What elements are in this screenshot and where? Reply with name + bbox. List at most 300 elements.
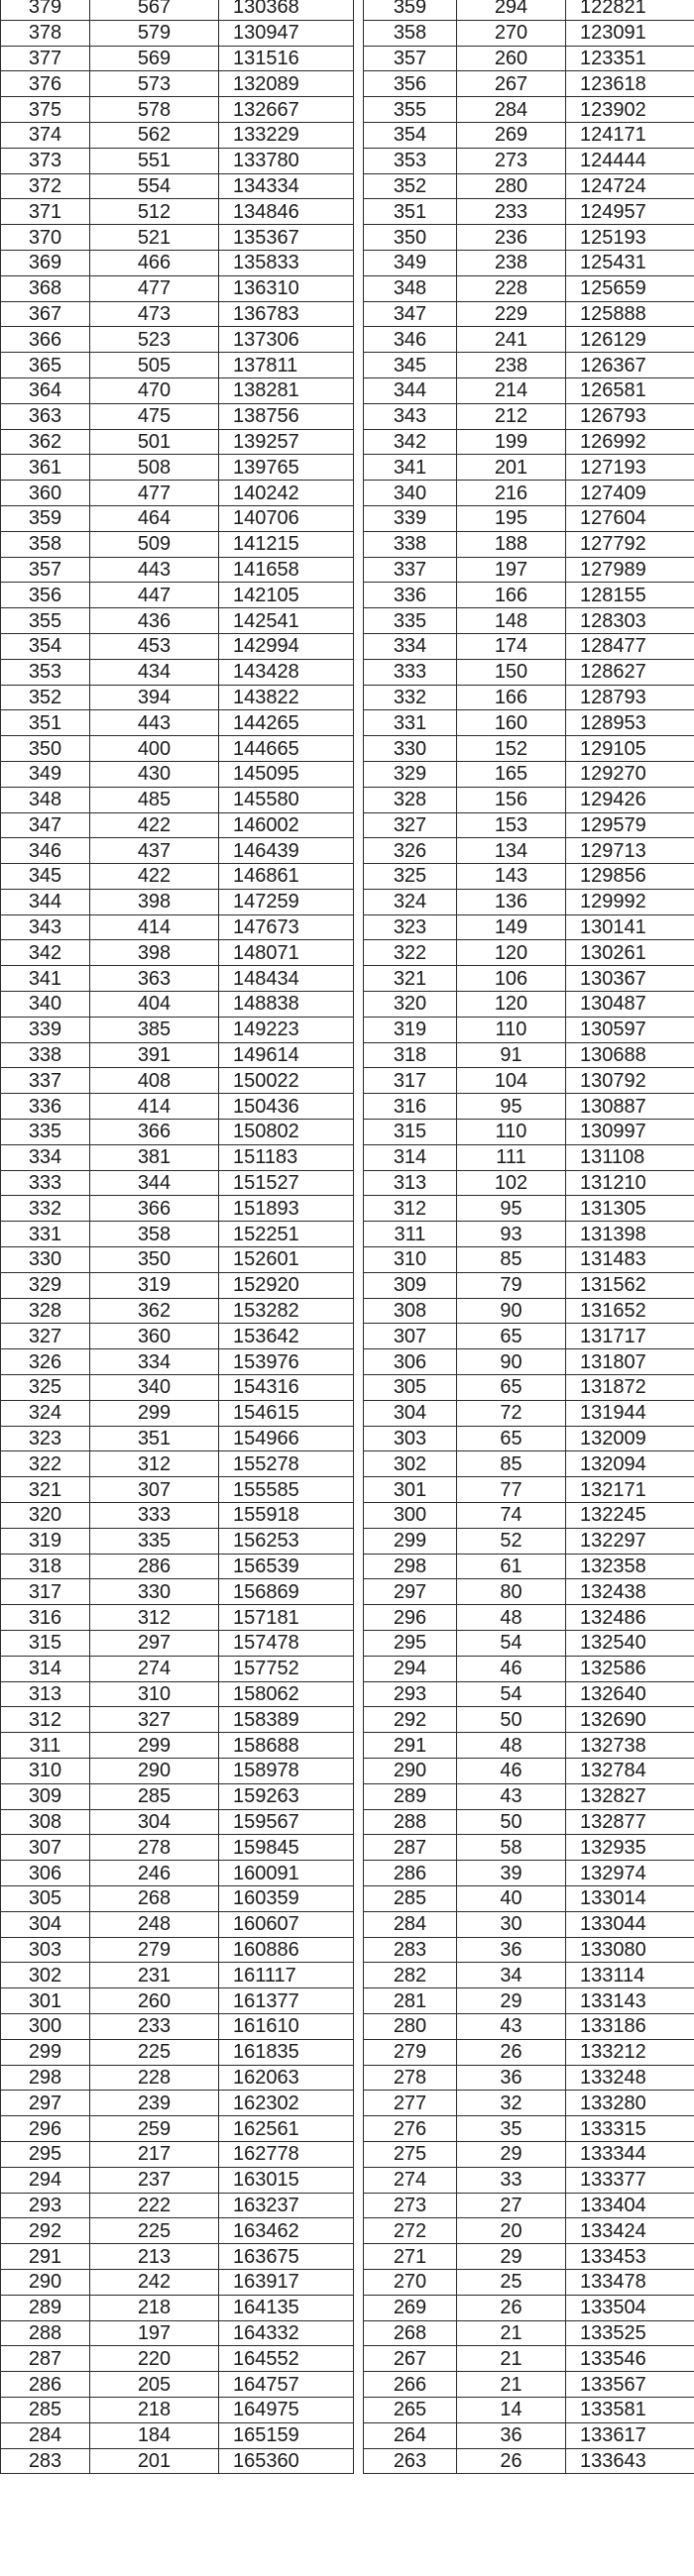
count-cell: 46 xyxy=(457,1656,566,1681)
table-row xyxy=(1,199,354,225)
score-cell: 325 xyxy=(1,1375,90,1401)
cumulative-cell: 162302 xyxy=(219,2091,354,2116)
count-cell: 197 xyxy=(90,2320,219,2346)
count-cell: 29 xyxy=(457,2141,566,2167)
table-row xyxy=(1,1733,354,1759)
score-cell: 364 xyxy=(1,377,90,403)
cumulative-cell: 129992 xyxy=(566,889,694,914)
count-cell: 160 xyxy=(457,710,566,736)
cumulative-cell: 129856 xyxy=(566,864,694,890)
cumulative-cell: 151183 xyxy=(219,1144,354,1170)
table-row xyxy=(1,2244,354,2270)
cumulative-cell: 129270 xyxy=(566,761,694,787)
score-cell: 367 xyxy=(1,301,90,327)
cumulative-cell: 127792 xyxy=(566,531,694,557)
score-cell: 356 xyxy=(364,71,457,97)
count-cell: 228 xyxy=(90,2065,219,2091)
cumulative-cell: 156253 xyxy=(219,1528,354,1554)
count-cell: 453 xyxy=(90,633,219,659)
cumulative-cell: 131717 xyxy=(566,1324,694,1349)
score-cell: 330 xyxy=(1,1247,90,1273)
count-cell: 238 xyxy=(457,353,566,378)
score-cell: 331 xyxy=(364,710,457,736)
table-row xyxy=(1,2269,354,2295)
cumulative-cell: 132171 xyxy=(566,1477,694,1503)
table-row xyxy=(364,1120,694,1145)
cumulative-cell: 127989 xyxy=(566,557,694,583)
count-cell: 358 xyxy=(90,1222,219,1247)
cumulative-cell: 165360 xyxy=(219,2448,354,2474)
score-cell: 332 xyxy=(364,685,457,710)
cumulative-cell: 126581 xyxy=(566,377,694,403)
count-cell: 46 xyxy=(457,1758,566,1783)
score-cell: 282 xyxy=(364,1963,457,1988)
score-cell: 348 xyxy=(364,275,457,301)
score-cell: 347 xyxy=(364,301,457,327)
table-row xyxy=(1,1835,354,1861)
count-cell: 299 xyxy=(90,1733,219,1759)
count-cell: 470 xyxy=(90,377,219,403)
cumulative-cell: 160886 xyxy=(219,1937,354,1963)
score-cell: 312 xyxy=(1,1707,90,1733)
table-row xyxy=(364,1579,694,1605)
table-row xyxy=(1,1068,354,1094)
cumulative-cell: 132935 xyxy=(566,1835,694,1861)
count-cell: 33 xyxy=(457,2167,566,2193)
score-cell: 306 xyxy=(364,1349,457,1375)
score-cell: 306 xyxy=(1,1861,90,1886)
cumulative-cell: 129579 xyxy=(566,812,694,838)
table-row xyxy=(1,1631,354,1657)
count-cell: 521 xyxy=(90,225,219,251)
count-cell: 414 xyxy=(90,1094,219,1120)
cumulative-cell: 133186 xyxy=(566,2013,694,2039)
score-cell: 331 xyxy=(1,1222,90,1247)
cumulative-cell: 133014 xyxy=(566,1885,694,1911)
table-row xyxy=(364,1809,694,1835)
table-row xyxy=(1,353,354,378)
cumulative-cell: 133044 xyxy=(566,1911,694,1937)
cumulative-cell: 132784 xyxy=(566,1758,694,1783)
table-row xyxy=(364,1963,694,1988)
table-row xyxy=(364,1758,694,1783)
count-cell: 237 xyxy=(90,2167,219,2193)
score-cell: 328 xyxy=(364,787,457,812)
cumulative-cell: 133504 xyxy=(566,2295,694,2320)
count-cell: 562 xyxy=(90,122,219,148)
score-cell: 333 xyxy=(1,1170,90,1196)
table-row xyxy=(1,1324,354,1349)
count-cell: 279 xyxy=(90,1937,219,1963)
count-cell: 260 xyxy=(90,1988,219,2014)
score-cell: 343 xyxy=(364,403,457,429)
count-cell: 48 xyxy=(457,1733,566,1759)
cumulative-cell: 133315 xyxy=(566,2116,694,2142)
table-row xyxy=(364,838,694,864)
cumulative-cell: 152920 xyxy=(219,1272,354,1298)
cumulative-cell: 150436 xyxy=(219,1094,354,1120)
table-row xyxy=(364,1375,694,1401)
count-cell: 222 xyxy=(90,2193,219,2218)
count-cell: 270 xyxy=(457,20,566,46)
count-cell: 241 xyxy=(457,327,566,353)
score-cell: 272 xyxy=(364,2218,457,2244)
score-cell: 361 xyxy=(1,455,90,481)
count-cell: 286 xyxy=(90,1554,219,1579)
table-row xyxy=(364,1988,694,2014)
score-cell: 321 xyxy=(1,1477,90,1503)
cumulative-cell: 133248 xyxy=(566,2065,694,2091)
table-row xyxy=(364,1707,694,1733)
score-cell: 339 xyxy=(364,505,457,531)
cumulative-cell: 164552 xyxy=(219,2346,354,2372)
cumulative-cell: 153282 xyxy=(219,1298,354,1324)
score-cell: 353 xyxy=(1,659,90,685)
score-cell: 347 xyxy=(1,812,90,838)
cumulative-cell: 132094 xyxy=(566,1451,694,1477)
score-cell: 340 xyxy=(1,992,90,1018)
count-cell: 319 xyxy=(90,1272,219,1298)
table-row xyxy=(1,0,354,20)
score-cell: 372 xyxy=(1,173,90,199)
count-cell: 217 xyxy=(90,2141,219,2167)
cumulative-cell: 135833 xyxy=(219,250,354,275)
table-row xyxy=(1,2013,354,2039)
count-cell: 579 xyxy=(90,20,219,46)
cumulative-cell: 159567 xyxy=(219,1809,354,1835)
table-row xyxy=(364,327,694,353)
score-cell: 271 xyxy=(364,2244,457,2270)
table-row xyxy=(364,914,694,940)
count-cell: 166 xyxy=(457,583,566,608)
table-row xyxy=(1,1451,354,1477)
count-cell: 238 xyxy=(457,250,566,275)
score-cell: 356 xyxy=(1,583,90,608)
count-cell: 199 xyxy=(457,429,566,455)
count-cell: 77 xyxy=(457,1477,566,1503)
table-row xyxy=(364,2013,694,2039)
score-cell: 303 xyxy=(364,1426,457,1451)
cumulative-cell: 130947 xyxy=(219,20,354,46)
table-row xyxy=(364,659,694,685)
count-cell: 512 xyxy=(90,199,219,225)
count-cell: 27 xyxy=(457,2193,566,2218)
count-cell: 72 xyxy=(457,1400,566,1426)
table-row xyxy=(364,1631,694,1657)
score-cell: 337 xyxy=(364,557,457,583)
cumulative-cell: 132974 xyxy=(566,1861,694,1886)
table-row xyxy=(1,2320,354,2346)
cumulative-cell: 131108 xyxy=(566,1144,694,1170)
score-cell: 292 xyxy=(364,1707,457,1733)
count-cell: 398 xyxy=(90,889,219,914)
cumulative-cell: 148838 xyxy=(219,992,354,1018)
score-cell: 275 xyxy=(364,2141,457,2167)
count-cell: 477 xyxy=(90,275,219,301)
score-cell: 281 xyxy=(364,1988,457,2014)
cumulative-cell: 151527 xyxy=(219,1170,354,1196)
cumulative-cell: 143428 xyxy=(219,659,354,685)
score-cell: 328 xyxy=(1,1298,90,1324)
score-cell: 316 xyxy=(364,1094,457,1120)
table-row xyxy=(364,2039,694,2065)
count-cell: 335 xyxy=(90,1528,219,1554)
cumulative-cell: 142105 xyxy=(219,583,354,608)
table-row xyxy=(1,1758,354,1783)
cumulative-cell: 133404 xyxy=(566,2193,694,2218)
table-row xyxy=(364,1503,694,1529)
table-row xyxy=(364,2091,694,2116)
score-cell: 295 xyxy=(1,2141,90,2167)
count-cell: 340 xyxy=(90,1375,219,1401)
score-cell: 359 xyxy=(364,0,457,20)
cumulative-cell: 149614 xyxy=(219,1042,354,1068)
count-cell: 523 xyxy=(90,327,219,353)
count-cell: 214 xyxy=(457,377,566,403)
table-row xyxy=(1,1809,354,1835)
score-cell: 263 xyxy=(364,2448,457,2474)
table-row xyxy=(1,2218,354,2244)
table-row xyxy=(1,1861,354,1886)
cumulative-cell: 163675 xyxy=(219,2244,354,2270)
table-row xyxy=(1,2295,354,2320)
cumulative-cell: 126793 xyxy=(566,403,694,429)
cumulative-cell: 146439 xyxy=(219,838,354,864)
table-row xyxy=(364,889,694,914)
table-row xyxy=(1,429,354,455)
score-cell: 293 xyxy=(364,1681,457,1707)
score-cell: 315 xyxy=(1,1631,90,1657)
score-cell: 270 xyxy=(364,2269,457,2295)
table-row xyxy=(1,1042,354,1068)
cumulative-cell: 126129 xyxy=(566,327,694,353)
table-row xyxy=(1,327,354,353)
score-cell: 291 xyxy=(1,2244,90,2270)
table-row xyxy=(364,429,694,455)
score-cell: 363 xyxy=(1,403,90,429)
score-cell: 267 xyxy=(364,2346,457,2372)
cumulative-cell: 132827 xyxy=(566,1783,694,1809)
score-cell: 350 xyxy=(1,736,90,762)
table-row xyxy=(1,659,354,685)
score-cell: 313 xyxy=(364,1170,457,1196)
score-cell: 298 xyxy=(364,1554,457,1579)
table-row xyxy=(364,455,694,481)
cumulative-cell: 133229 xyxy=(219,122,354,148)
score-cell: 273 xyxy=(364,2193,457,2218)
score-cell: 346 xyxy=(1,838,90,864)
score-cell: 370 xyxy=(1,225,90,251)
count-cell: 414 xyxy=(90,914,219,940)
count-cell: 153 xyxy=(457,812,566,838)
cumulative-cell: 136783 xyxy=(219,301,354,327)
count-cell: 360 xyxy=(90,1324,219,1349)
cumulative-cell: 143822 xyxy=(219,685,354,710)
cumulative-cell: 164332 xyxy=(219,2320,354,2346)
table-row xyxy=(1,403,354,429)
table-row xyxy=(364,2141,694,2167)
cumulative-cell: 145580 xyxy=(219,787,354,812)
table-row xyxy=(364,633,694,659)
count-cell: 26 xyxy=(457,2448,566,2474)
count-cell: 220 xyxy=(90,2346,219,2372)
table-row xyxy=(364,97,694,123)
count-cell: 400 xyxy=(90,736,219,762)
score-cell: 352 xyxy=(364,173,457,199)
score-cell: 332 xyxy=(1,1196,90,1222)
cumulative-cell: 122821 xyxy=(566,0,694,20)
table-row xyxy=(1,148,354,173)
count-cell: 36 xyxy=(457,2422,566,2448)
score-cell: 314 xyxy=(1,1656,90,1681)
table-row xyxy=(364,2448,694,2474)
table-row xyxy=(1,2141,354,2167)
table-row xyxy=(364,46,694,71)
score-cell: 338 xyxy=(364,531,457,557)
cumulative-cell: 131483 xyxy=(566,1247,694,1273)
cumulative-cell: 162063 xyxy=(219,2065,354,2091)
cumulative-cell: 139765 xyxy=(219,455,354,481)
table-row xyxy=(364,2320,694,2346)
count-cell: 436 xyxy=(90,608,219,634)
count-cell: 26 xyxy=(457,2295,566,2320)
table-row xyxy=(364,2269,694,2295)
table-row xyxy=(1,2422,354,2448)
score-cell: 357 xyxy=(364,46,457,71)
score-cell: 378 xyxy=(1,20,90,46)
cumulative-cell: 124724 xyxy=(566,173,694,199)
cumulative-cell: 163237 xyxy=(219,2193,354,2218)
table-row xyxy=(1,2065,354,2091)
count-cell: 297 xyxy=(90,1631,219,1657)
cumulative-cell: 147259 xyxy=(219,889,354,914)
count-cell: 466 xyxy=(90,250,219,275)
score-cell: 369 xyxy=(1,250,90,275)
table-row xyxy=(364,1196,694,1222)
table-row xyxy=(1,1503,354,1529)
cumulative-cell: 140706 xyxy=(219,505,354,531)
score-cell: 310 xyxy=(1,1758,90,1783)
table-row xyxy=(1,1298,354,1324)
table-row xyxy=(1,1528,354,1554)
cumulative-cell: 132089 xyxy=(219,71,354,97)
table-row xyxy=(1,1120,354,1145)
count-cell: 195 xyxy=(457,505,566,531)
cumulative-cell: 128627 xyxy=(566,659,694,685)
table-row xyxy=(1,46,354,71)
count-cell: 216 xyxy=(457,481,566,506)
count-cell: 430 xyxy=(90,761,219,787)
table-row xyxy=(1,1783,354,1809)
count-cell: 260 xyxy=(457,46,566,71)
count-cell: 165 xyxy=(457,761,566,787)
table-row xyxy=(364,301,694,327)
cumulative-cell: 127193 xyxy=(566,455,694,481)
table-row xyxy=(364,1835,694,1861)
cumulative-cell: 133643 xyxy=(566,2448,694,2474)
score-cell: 362 xyxy=(1,429,90,455)
table-row xyxy=(1,2167,354,2193)
count-cell: 233 xyxy=(457,199,566,225)
cumulative-cell: 148071 xyxy=(219,940,354,966)
cumulative-cell: 123902 xyxy=(566,97,694,123)
cumulative-cell: 160091 xyxy=(219,1861,354,1886)
cumulative-cell: 154316 xyxy=(219,1375,354,1401)
score-cell: 373 xyxy=(1,148,90,173)
count-cell: 29 xyxy=(457,2244,566,2270)
score-cell: 326 xyxy=(364,838,457,864)
cumulative-cell: 136310 xyxy=(219,275,354,301)
cumulative-cell: 126992 xyxy=(566,429,694,455)
table-row xyxy=(1,736,354,762)
count-cell: 26 xyxy=(457,2039,566,2065)
score-cell: 268 xyxy=(364,2320,457,2346)
cumulative-cell: 155585 xyxy=(219,1477,354,1503)
cumulative-cell: 132358 xyxy=(566,1554,694,1579)
cumulative-cell: 157478 xyxy=(219,1631,354,1657)
cumulative-cell: 163462 xyxy=(219,2218,354,2244)
count-cell: 218 xyxy=(90,2397,219,2422)
score-cell: 337 xyxy=(1,1068,90,1094)
cumulative-cell: 128793 xyxy=(566,685,694,710)
count-cell: 233 xyxy=(90,2013,219,2039)
count-cell: 274 xyxy=(90,1656,219,1681)
table-row xyxy=(1,787,354,812)
count-cell: 505 xyxy=(90,353,219,378)
cumulative-cell: 130261 xyxy=(566,940,694,966)
score-cell: 285 xyxy=(1,2397,90,2422)
count-cell: 366 xyxy=(90,1196,219,1222)
cumulative-cell: 124957 xyxy=(566,199,694,225)
count-cell: 280 xyxy=(457,173,566,199)
table-row xyxy=(364,966,694,992)
count-cell: 95 xyxy=(457,1196,566,1222)
score-cell: 308 xyxy=(364,1298,457,1324)
count-cell: 246 xyxy=(90,1861,219,1886)
cumulative-cell: 131210 xyxy=(566,1170,694,1196)
table-row xyxy=(364,20,694,46)
score-cell: 345 xyxy=(1,864,90,890)
table-row xyxy=(1,1272,354,1298)
table-row xyxy=(364,531,694,557)
table-row xyxy=(364,1247,694,1273)
score-cell: 318 xyxy=(364,1042,457,1068)
table-row xyxy=(1,1988,354,2014)
table-row xyxy=(364,1528,694,1554)
count-cell: 475 xyxy=(90,403,219,429)
score-cell: 353 xyxy=(364,148,457,173)
cumulative-cell: 155278 xyxy=(219,1451,354,1477)
table-row xyxy=(364,1170,694,1196)
table-row xyxy=(1,1247,354,1273)
table-row xyxy=(364,148,694,173)
count-cell: 366 xyxy=(90,1120,219,1145)
score-cell: 329 xyxy=(1,1272,90,1298)
count-cell: 40 xyxy=(457,1885,566,1911)
score-cell: 349 xyxy=(1,761,90,787)
count-cell: 284 xyxy=(457,97,566,123)
score-cell: 323 xyxy=(1,1426,90,1451)
score-cell: 289 xyxy=(364,1783,457,1809)
count-cell: 225 xyxy=(90,2039,219,2065)
cumulative-cell: 132009 xyxy=(566,1426,694,1451)
score-cell: 302 xyxy=(1,1963,90,1988)
score-cell: 368 xyxy=(1,275,90,301)
count-cell: 569 xyxy=(90,46,219,71)
score-cell: 319 xyxy=(1,1528,90,1554)
count-cell: 50 xyxy=(457,1707,566,1733)
score-cell: 324 xyxy=(1,1400,90,1426)
